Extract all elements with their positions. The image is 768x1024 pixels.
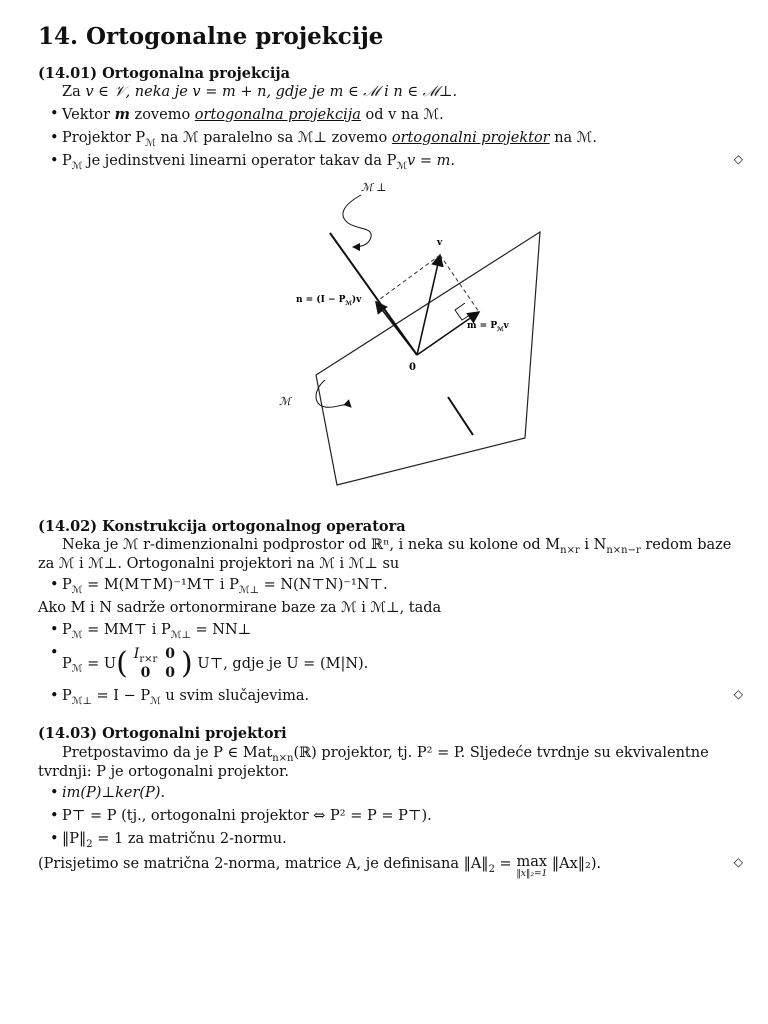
title-number: 14. (38, 23, 79, 50)
vector-v (417, 255, 440, 355)
list-item (50, 784, 743, 803)
b3-pre: ‖P‖ (62, 831, 87, 848)
list-item (50, 687, 743, 706)
label-m-perp: ℳ ⊥ (361, 180, 387, 194)
paragraph (38, 855, 743, 879)
p1: Pretpostavimo da je P ∈ Mat (62, 744, 273, 761)
list-item (50, 644, 743, 684)
section-title: (14.03) Ortogonalni projektori (38, 725, 287, 743)
b1-m: m (114, 105, 130, 123)
b3-post: v = m. (407, 152, 455, 169)
paragraph (38, 744, 743, 763)
bullet-list (38, 105, 743, 171)
b1-sub2: ℳ⊥ (238, 585, 259, 597)
section-title: (14.02) Konstrukcija ortogonalnog operatora (38, 517, 406, 535)
label-m-plane: ℳ (279, 394, 291, 408)
list-item (50, 129, 743, 148)
b3-sub: 2 (86, 838, 93, 850)
p1-sub1: n×r (560, 545, 580, 556)
end-diamond: ◇ (733, 687, 743, 702)
b2-rest: = MM⊤ i P (82, 621, 171, 638)
max-sub: ‖x‖₂=1 (516, 868, 548, 879)
max-operator (516, 855, 547, 879)
p3-eq: = (494, 856, 517, 873)
list-item (50, 830, 743, 849)
p1: Neka je ℳ r-dimenzionalni podprostor od ℝⁿ, i neka su kolone od M (62, 537, 561, 554)
list-item (50, 152, 743, 171)
list-item (50, 621, 743, 640)
b2: P (62, 621, 72, 638)
p3-sub: 2 (488, 864, 495, 876)
squiggle-m-perp (343, 195, 371, 247)
term-ortogonalna-projekcija: ortogonalna projekcija (194, 106, 361, 123)
b2-mid: na ℳ paralelno sa ℳ⊥ zovemo (155, 129, 392, 146)
perp-line-bottom (448, 397, 473, 435)
b3-sub: ℳ (71, 160, 83, 172)
list-item (50, 105, 743, 125)
p3-pre: (Prisjetimo se matrična 2-norma, matrice A, je definisana ‖A‖ (38, 856, 489, 873)
bullet-list (38, 576, 743, 595)
page-title (38, 22, 743, 52)
plane-m (316, 232, 540, 485)
m12: 0 (165, 646, 176, 663)
b4-end: u svim slučajevima. (160, 688, 310, 705)
b1-post: od v na ℳ. (360, 106, 444, 123)
b1-mid: zovemo (129, 106, 195, 123)
paragraph: za ℳ i ℳ⊥. Ortogonalni projektori na ℳ i ℳ⊥ su (38, 556, 400, 573)
b1-sub: ℳ (71, 585, 83, 597)
paren-right: ) (181, 645, 193, 681)
b3-mid: je jedinstveni linearni operator takav da P (82, 152, 397, 169)
paren-left: ( (116, 645, 128, 681)
b3-sub2: ℳ (396, 160, 408, 172)
b3-pre: P (62, 152, 72, 169)
vector-m (417, 312, 479, 355)
b2-sub: ℳ (71, 629, 83, 641)
b4-rest: = I − P (91, 688, 151, 705)
b2-pre: Projektor P (62, 129, 146, 146)
p1-end: redom baze (640, 537, 732, 554)
b2-post: na ℳ. (549, 129, 597, 146)
p3-post: ‖Ax‖₂). (547, 856, 602, 873)
bullet-list (38, 784, 743, 849)
b2-sub: ℳ (145, 137, 156, 149)
b1-pre: Vektor (62, 106, 115, 123)
vector-n (376, 302, 417, 355)
section-14-01 (38, 64, 743, 171)
title-text: Ortogonalne projekcije (86, 23, 384, 50)
paragraph (38, 536, 743, 555)
projection-figure (233, 175, 578, 495)
m21: 0 (140, 664, 151, 681)
intro-pre: Za (62, 84, 86, 101)
list-item (50, 576, 743, 595)
m11: I (133, 646, 140, 663)
end-diamond: ◇ (733, 151, 743, 166)
b1: im(P)⊥ker(P). (62, 784, 166, 801)
b1-rest: = M(M⊤M)⁻¹M⊤ i P (82, 577, 239, 594)
intro-math: v ∈ 𝒱, neka je v = m + n, gdje je m ∈ ℳ i n ∈ ℳ⊥. (85, 84, 458, 101)
paragraph: tvrdnji: P je ortogonalni projektor. (38, 763, 289, 780)
m11-sub: r×r (139, 653, 158, 665)
b3-pre: P (62, 655, 72, 672)
term-ortogonalni-projektor: ortogonalni projektor (391, 129, 550, 146)
perp-line-top (330, 233, 417, 355)
b1: P (62, 577, 72, 594)
list-item (50, 807, 743, 826)
b1-end: = N(N⊤N)⁻¹N⊤. (259, 577, 388, 594)
paragraph: Ako M i N sadrže ortonormirane baze za ℳ i ℳ⊥, tada (38, 600, 442, 617)
section-14-03 (38, 724, 743, 878)
label-v: v (437, 237, 443, 248)
end-diamond: ◇ (733, 855, 743, 870)
label-m: $m = P_ℳv$ (467, 320, 509, 333)
b4-sub: ℳ⊥ (71, 696, 92, 708)
b2-end: = NN⊥ (190, 621, 252, 638)
b3-post: U⊤, gdje je U = (M|N). (197, 655, 369, 672)
label-n: $n = (I - P_ℳ)v$ (296, 294, 362, 307)
b2-sub2: ℳ⊥ (170, 629, 191, 641)
p1-sub2: n×n−r (606, 545, 641, 556)
max-word: max (516, 854, 548, 871)
page (38, 0, 743, 879)
m22: 0 (165, 664, 176, 681)
b3-post: = 1 za matričnu 2-normu. (92, 831, 287, 848)
intro-text (38, 83, 743, 102)
p1-sub: n×n (272, 752, 294, 764)
b4-sub2: ℳ (150, 696, 161, 708)
b3-eq: = U (82, 655, 117, 672)
b2: P⊤ = P (tj., ortogonalni projektor ⇔ P² = P = P⊤). (62, 807, 432, 824)
p1-rest: (ℝ) projektor, tj. P² = P. Sljedeće tvrdnje su ekvivalentne (293, 744, 709, 761)
b4: P (62, 688, 72, 705)
bullet-list (38, 621, 743, 707)
section-title: (14.01) Ortogonalna projekcija (38, 65, 291, 83)
section-14-02 (38, 517, 743, 706)
b3-sub: ℳ (71, 663, 83, 675)
label-zero: 0 (409, 361, 416, 373)
block-matrix (130, 645, 179, 682)
p1-mid: i N (579, 537, 607, 554)
